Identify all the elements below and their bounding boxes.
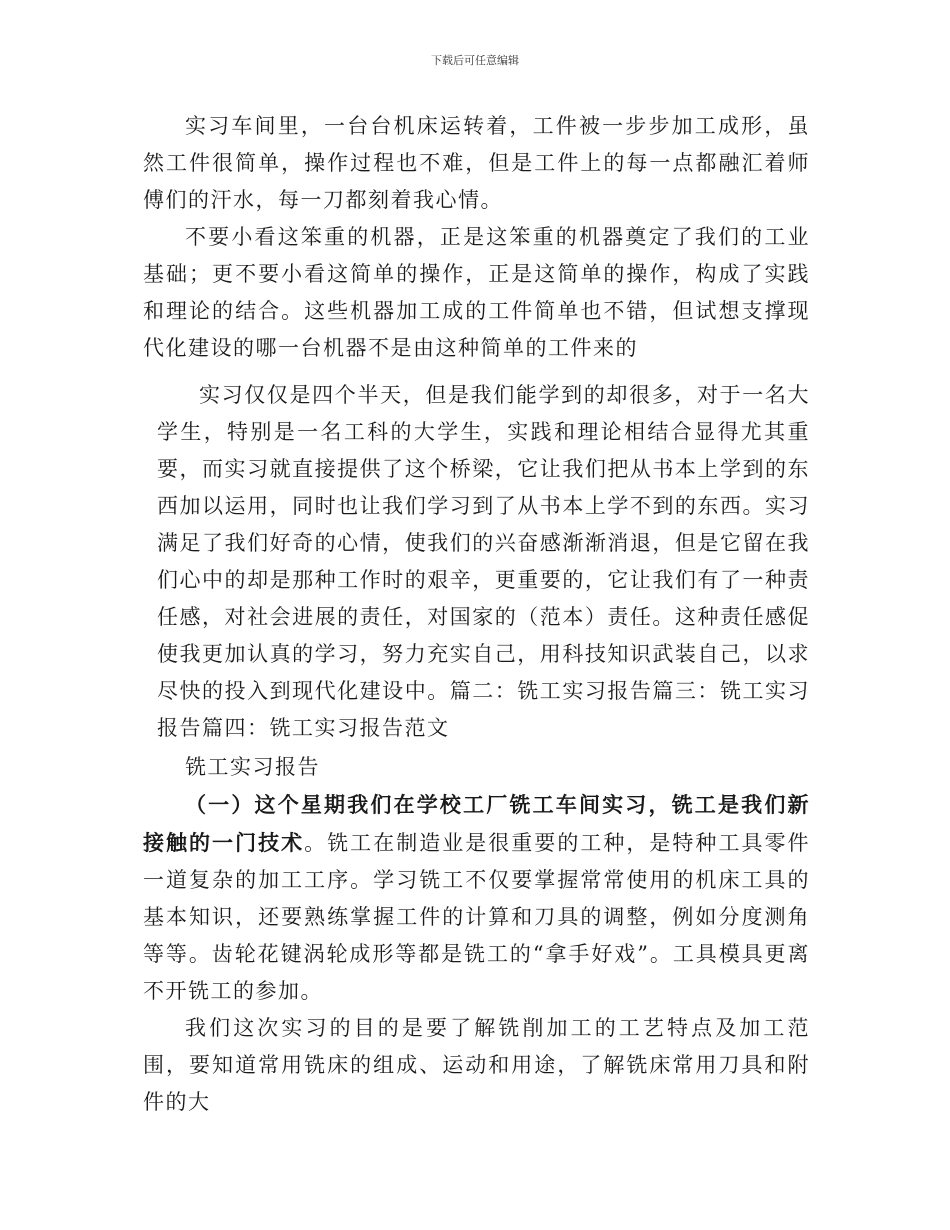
paragraph-2: 不要小看这笨重的机器，正是这笨重的机器奠定了我们的工业基础；更不要小看这简单的操作，正是这简单的操作，构成了实践和理论的结合。这些机器加工成的工件简单也不错，但试想支撑现代化建设的哪一台机器不是由这种简单的工件来的 [143, 225, 810, 360]
paragraph-6: 我们这次实习的目的是要了解铣削加工的工艺特点及加工范围，要知道常用铣床的组成、运动和用途，了解铣床常用刀具和附件的大 [143, 1016, 810, 1114]
paragraph-5-bold-lead: （一）这个星期我们在学校工厂铣工车间实习，铣工是我们新接触的一门技术 [143, 792, 810, 855]
paragraph-5-rest: 。铣工在制造业是很重要的工种，是特种工具零件一道复杂的加工工序。学习铣工不仅要掌握常常使用的机床工具的基本知识，还要熟练掌握工件的计算和刀具的调整，例如分度测角等等。齿轮花键涡轮成形等都是铣工的“拿手好戏”。工具模具更离不开铣工的参加。 [143, 831, 810, 1003]
document-body [143, 108, 810, 1121]
page-header: 下载后可任意编辑 [431, 54, 519, 67]
paragraph-3: 实习仅仅是四个半天，但是我们能学到的却很多，对于一名大学生，特别是一名工科的大学生，实践和理论相结合显得尤其重要，而实习就直接提供了这个桥梁，它让我们把从书本上学到的东西加以运用，同时也让我们学习到了从书本上学不到的东西。实习满足了我们好奇的心情，使我们的兴奋感渐渐消退，但是它留在我们心中的却是那种工作时的艰辛，更重要的，它让我们有了一种责任感，对社会进展的责任，对国家的（范本）责任。这种责任感促使我更加认真的学习，努力充实自己，用科技知识武装自己，以求尽快的投入到现代化建设中。篇二：铣工实习报告篇三：铣工实习报告篇四：铣工实习报告范文 [157, 383, 810, 740]
paragraph-1: 实习车间里，一台台机床运转着，工件被一步步加工成形，虽然工件很简单，操作过程也不难，但是工件上的每一点都融汇着师傅们的汗水，每一刀都刻着我心情。 [143, 114, 810, 212]
section-heading: 铣工实习报告 [185, 755, 320, 779]
paragraph-5 [143, 786, 810, 1010]
